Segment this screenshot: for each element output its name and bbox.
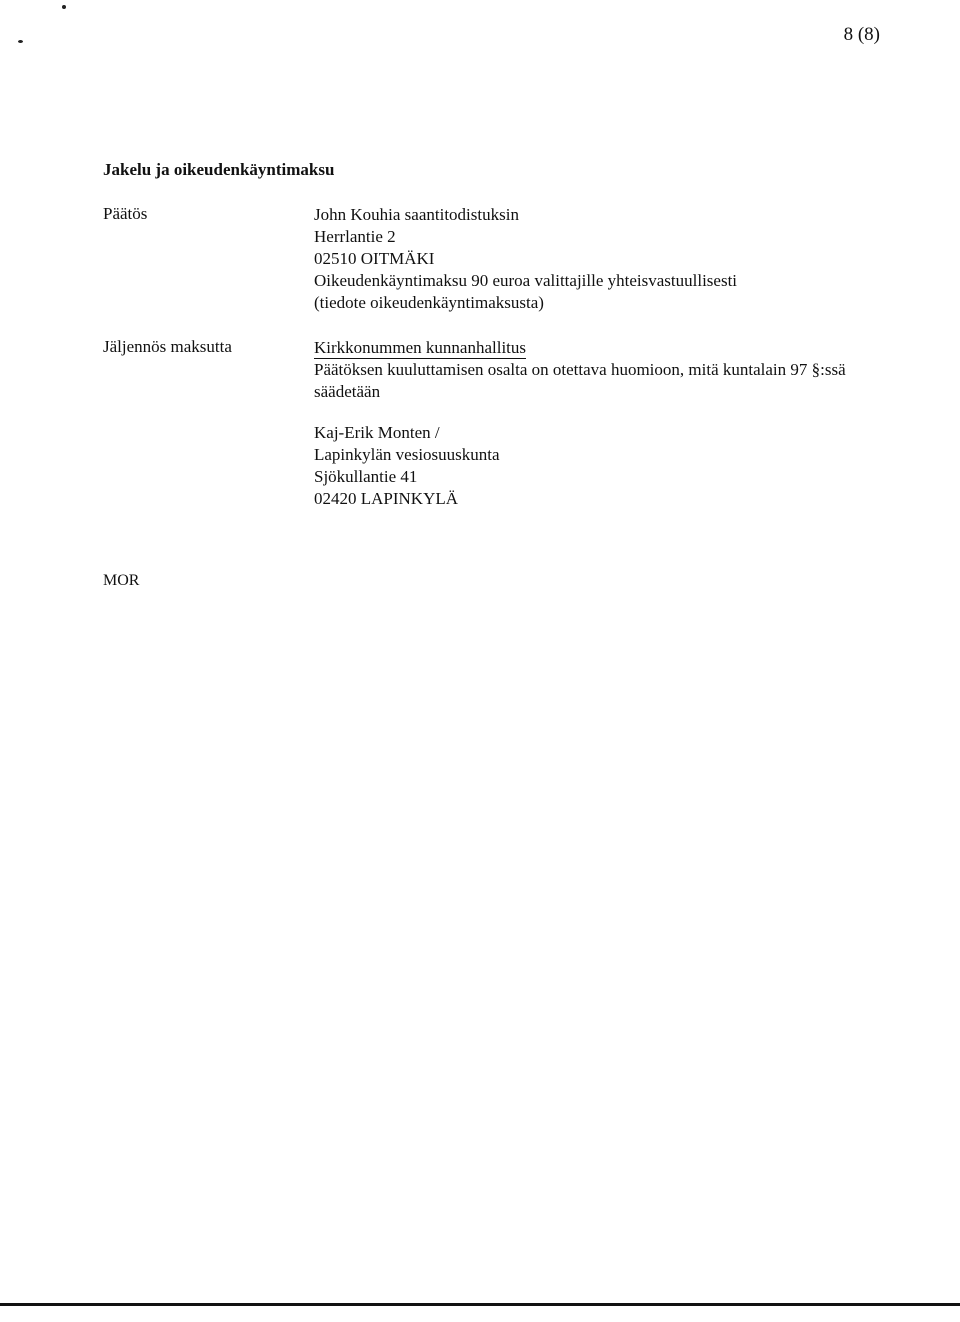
decision-label: Päätös <box>103 204 148 223</box>
scan-mark <box>62 5 66 9</box>
recipient-address-line: Sjökullantie 41 <box>314 467 418 486</box>
decision-line: John Kouhia saantitodistuksin <box>314 205 519 224</box>
bottom-divider <box>0 1303 960 1306</box>
publication-note-continued: säädetään <box>314 382 381 401</box>
decision-line: Herrlantie 2 <box>314 227 396 246</box>
recipient-address-line: Lapinkylän vesiosuuskunta <box>314 445 500 464</box>
decision-recipient-block <box>314 204 737 314</box>
author-initials: MOR <box>103 572 140 589</box>
copy-free-block <box>314 337 846 403</box>
page-number: 8 (8) <box>843 24 880 45</box>
municipal-board-recipient: Kirkkonummen kunnanhallitus <box>314 338 527 357</box>
decision-line: 02510 OITMÄKI <box>314 249 435 268</box>
section-heading: Jakelu ja oikeudenkäyntimaksu <box>103 160 335 179</box>
publication-note: Päätöksen kuuluttamisen osalta on otettava huomioon, mitä kuntalain 97 §:ssä <box>314 360 846 379</box>
scan-mark <box>18 40 23 43</box>
recipient-address-line: 02420 LAPINKYLÄ <box>314 489 459 508</box>
recipient-address-line: Kaj-Erik Monten / <box>314 423 440 442</box>
second-recipient-block <box>314 422 500 510</box>
recipient-line <box>314 337 846 359</box>
copy-free-label: Jäljennös maksutta <box>103 337 232 356</box>
decision-line: Oikeudenkäyntimaksu 90 euroa valittajille yhteisvastuullisesti <box>314 271 738 290</box>
decision-line: (tiedote oikeudenkäyntimaksusta) <box>314 293 544 312</box>
